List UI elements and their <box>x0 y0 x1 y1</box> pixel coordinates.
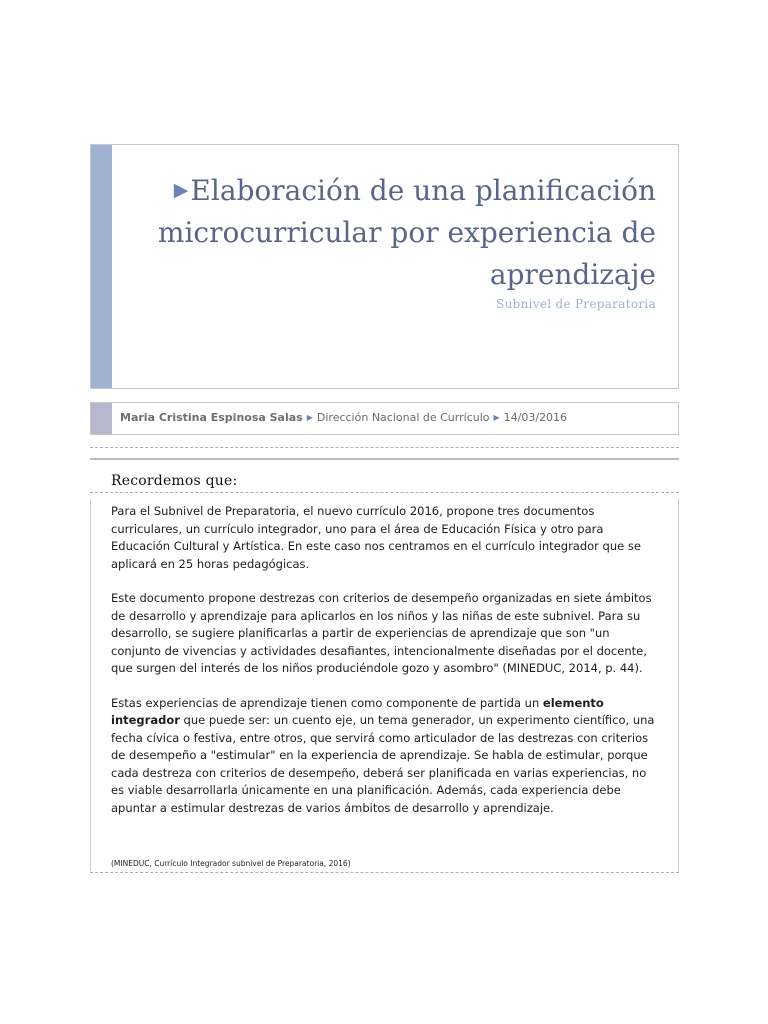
document-title-text: Elaboración de una planificación microcurricular por experiencia de aprendizaje <box>157 174 656 291</box>
document-subtitle: Subnivel de Preparatoria <box>496 297 656 311</box>
triangle-right-icon: ▶ <box>173 179 189 201</box>
bold-term: elemento integrador <box>111 695 604 727</box>
divider <box>90 447 679 448</box>
document-title <box>116 169 656 296</box>
byline <box>120 411 567 424</box>
title-accent-bar <box>91 145 112 388</box>
citation: (MINEDUC, Currículo Integrador subnivel de Preparatoria, 2016) <box>111 859 351 868</box>
publication-date: 14/03/2016 <box>503 411 568 424</box>
divider <box>90 492 679 493</box>
triangle-right-icon: ▶ <box>493 413 500 422</box>
title-box <box>90 144 679 389</box>
byline-accent-bar <box>91 403 112 434</box>
author-name: Maria Cristina Espinosa Salas <box>120 411 303 424</box>
section-body <box>111 503 656 834</box>
triangle-right-icon: ▶ <box>306 413 313 422</box>
divider <box>90 872 679 873</box>
section-heading: Recordemos que: <box>111 473 238 489</box>
paragraph: Este documento propone destrezas con criterios de desempeño organizadas en siete ámbitos de desarrollo y aprendizaje para aplicarlos en los niños y las niñas de este subnivel. Para su desarrollo, se sugiere planificarlas a partir de experiencias de aprendizaje que son "un conjunto de vivencias y actividades desafiantes, intencionalmente diseñadas por el docente, que surgen del interés de los niños produciéndole gozo y asombro" (MINEDUC, 2014, p. 44). <box>111 591 652 675</box>
byline-box <box>90 402 679 435</box>
department-name: Dirección Nacional de Currículo <box>316 411 490 424</box>
paragraph-text: que puede ser: un cuento eje, un tema generador, un experimento científico, una fecha cívica o festiva, entre otros, que servirá como articulador de las destrezas con criterios de desempeño a "estimular" en la experiencia de aprendizaje. Se habla de estimular, porque cada destreza con criterios de desempeño, deberá ser planificada en varias experiencias, no es viable desarrollarla únicamente en una planificación. Además, cada experiencia debe apuntar a estimular destrezas de varios ámbitos de desarrollo y aprendizaje. <box>111 713 655 815</box>
paragraph <box>111 695 656 818</box>
paragraph: Para el Subnivel de Preparatoria, el nuevo currículo 2016, propone tres documentos curriculares, un currículo integrador, uno para el área de Educación Física y otro para Educación Cultural y Artística. En este caso nos centramos en el currículo integrador que se aplicará en 25 horas pedagógicas. <box>111 504 641 571</box>
paragraph-text: Estas experiencias de aprendizaje tienen como componente de partida un <box>111 695 543 710</box>
divider <box>90 458 679 460</box>
